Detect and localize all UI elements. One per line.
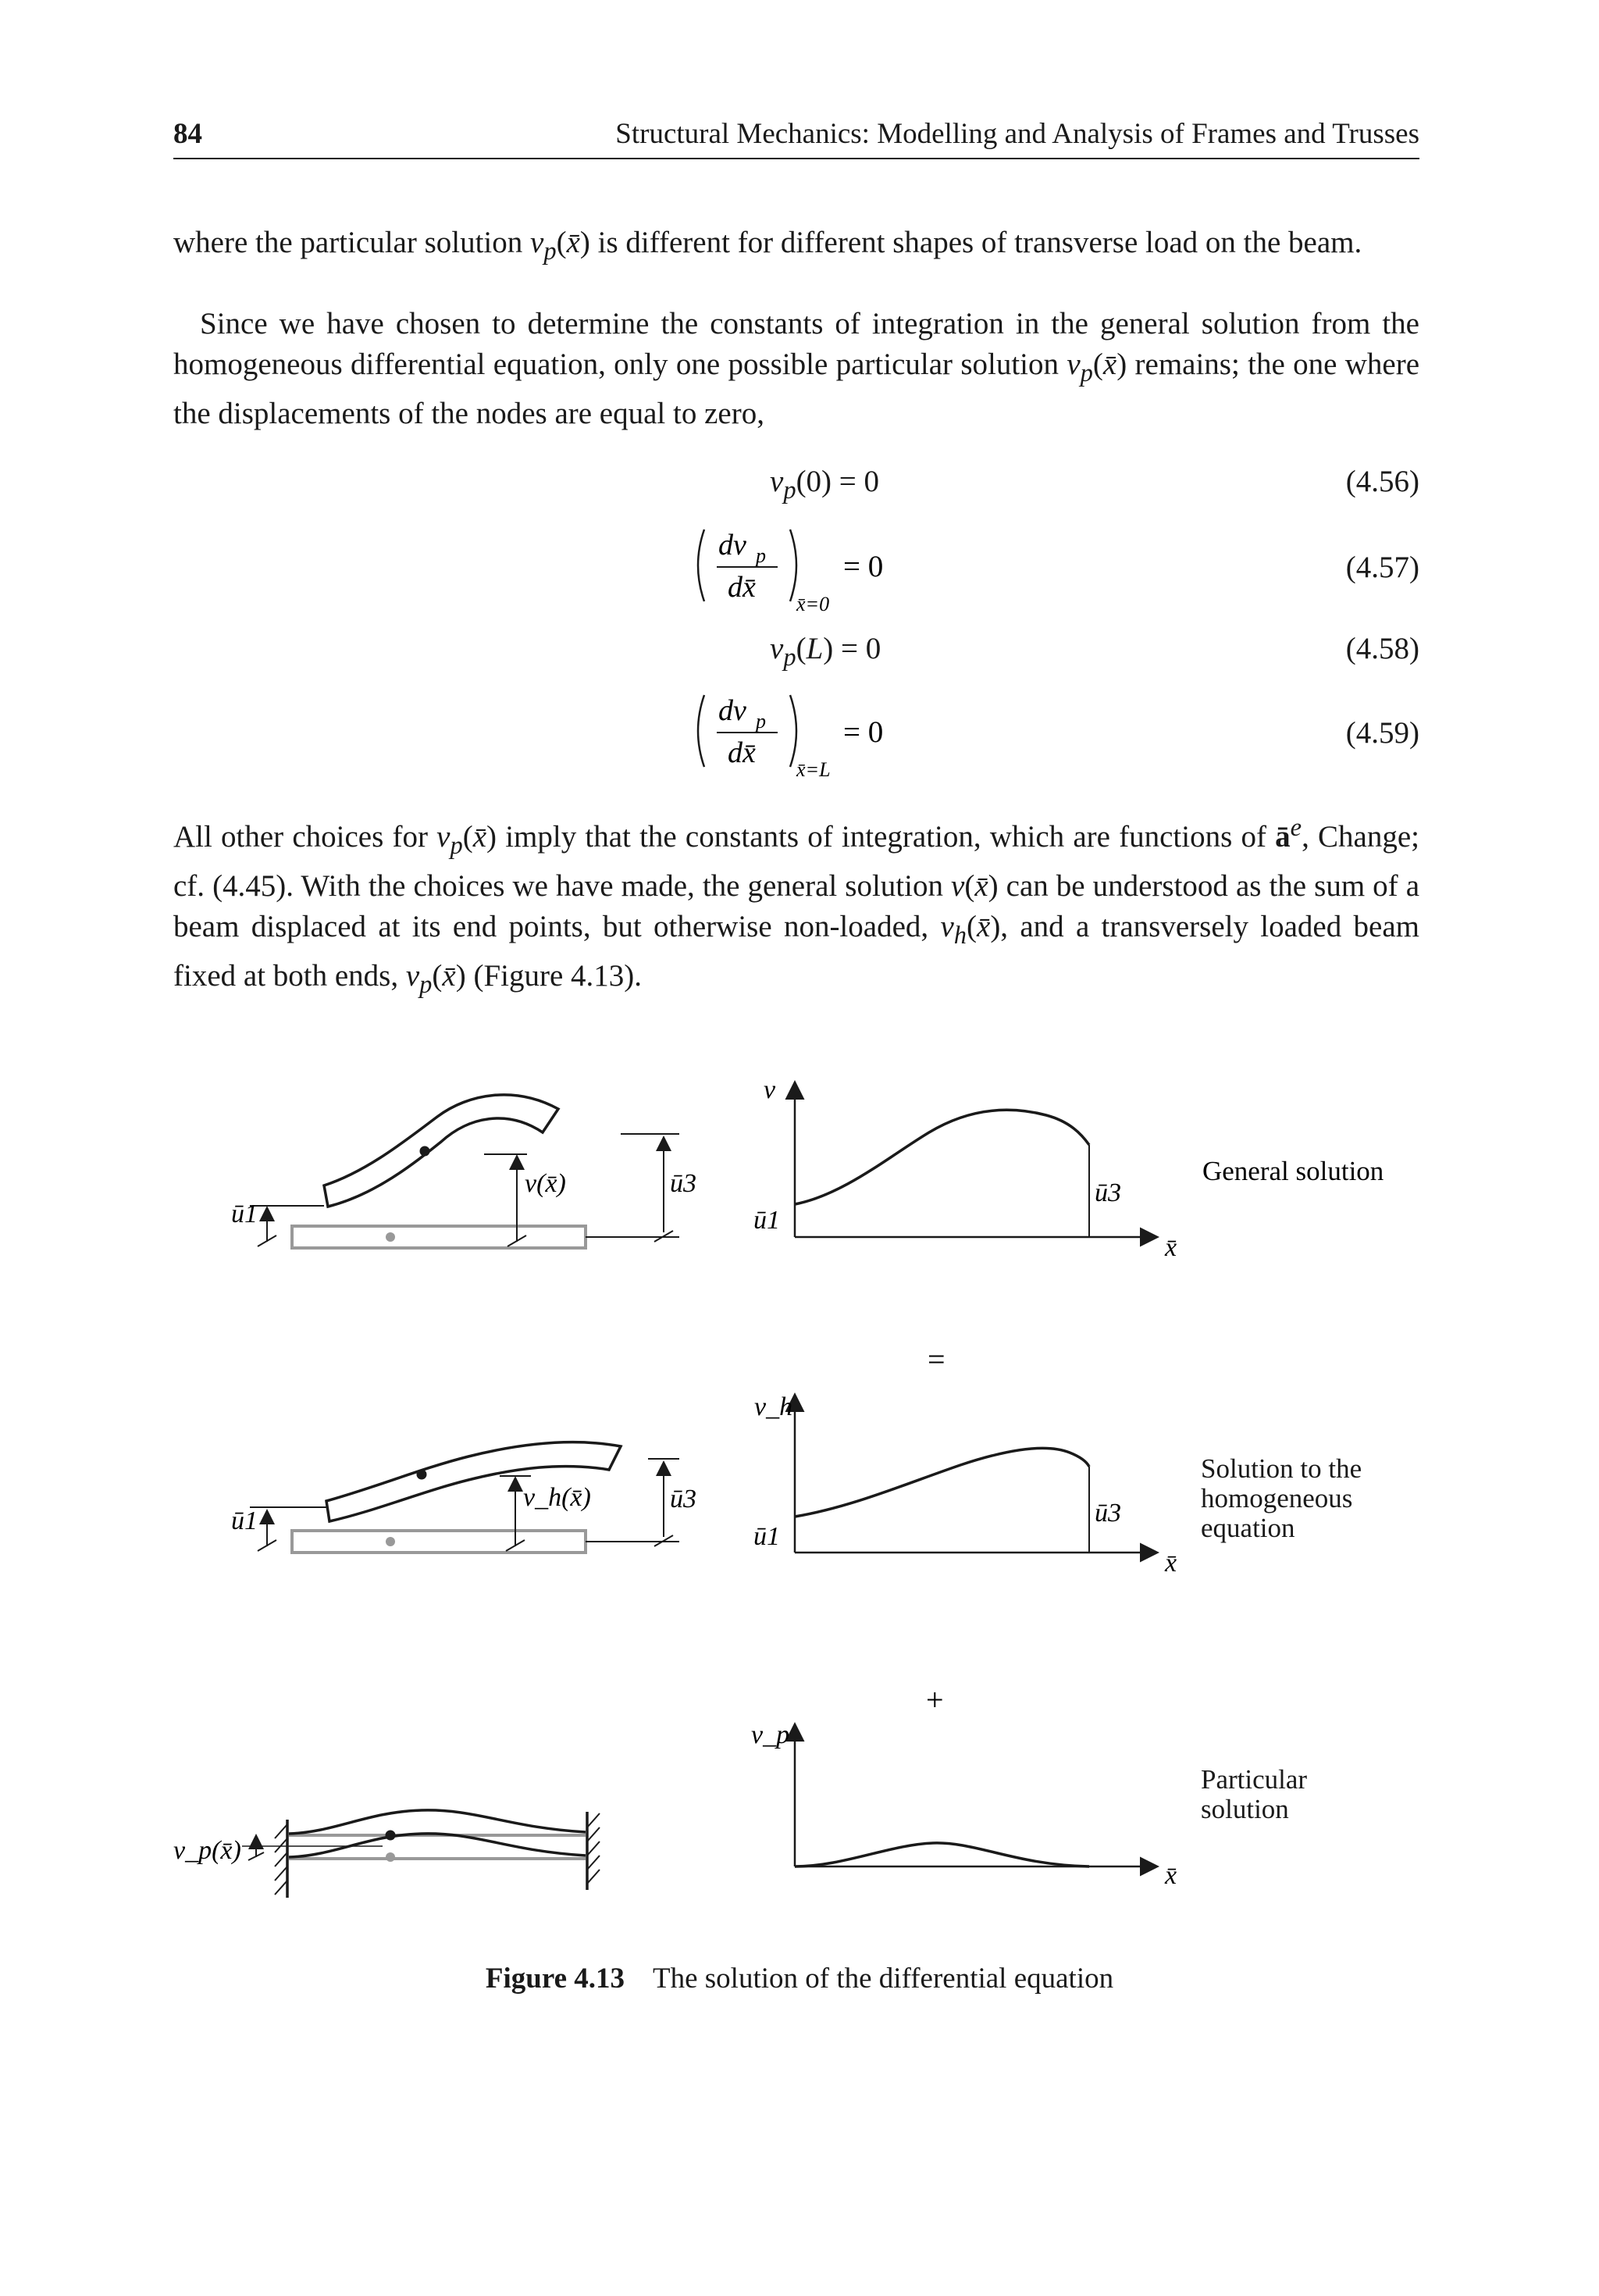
row-label: Particular solution <box>1201 1765 1308 1824</box>
figure-4-13 <box>0 1062 1599 1952</box>
plot-right-end-label: ū3 <box>1095 1178 1121 1207</box>
loaded-beam <box>289 1810 586 1834</box>
x-axis-label: x̄ <box>1165 1861 1177 1890</box>
right-end-label: ū3 <box>670 1169 696 1198</box>
reference-beam <box>292 1531 586 1553</box>
svg-text:= 0: = 0 <box>843 550 884 583</box>
reference-beam <box>292 1226 586 1248</box>
row-label: General solution <box>1202 1156 1384 1186</box>
plot-curve <box>795 1448 1089 1517</box>
paragraph-3: All other choices for $v_p(x̄)$ imply that the constants of integration, which are functions of $ā^e$, Change; cf. (4.45). With the choices we have made, the general solution v(x̄) can be understood as the sum of a beam displaced at its end points, but otherwise non-loaded, $v_h(x̄)$, and a transversely loaded beam fixed at both ends, $v_p(x̄)$ (Figure 4.13). <box>173 814 1419 999</box>
running-title: Structural Mechanics: Modelling and Analysis of Frames and Trusses <box>615 118 1419 150</box>
equation-4-56: $v_p(0) = 0$ <box>770 465 880 504</box>
equation-tag-4-57: (4.57) <box>1345 551 1419 584</box>
left-end-label: ū1 <box>231 1200 258 1228</box>
svg-text:= 0: = 0 <box>843 715 884 749</box>
left-end-label: ū1 <box>231 1506 258 1535</box>
figure-caption <box>0 1962 1599 1995</box>
plot-axis-label: v_h <box>754 1392 793 1421</box>
svg-text:x̄=L: x̄=L <box>796 758 831 781</box>
equation-block <box>0 0 1599 859</box>
deflected-beam <box>324 1095 558 1207</box>
right-end-label: ū3 <box>670 1485 696 1513</box>
equation-tag-4-59: (4.59) <box>1345 716 1419 750</box>
svg-text:p: p <box>756 710 766 733</box>
equation-4-58: $v_p(L) = 0$ <box>770 632 881 672</box>
paragraph-2: Since we have chosen to determine the constants of integration in the general solution from the homogeneous differential equation, only one possible particular solution $v_p(x̄)$ remains; the one where the displacements of the nodes are equal to zero, <box>173 307 1420 430</box>
row-label: Solution to the homogeneous equation <box>1201 1454 1362 1543</box>
row-particular-solution <box>173 1720 1435 1898</box>
equals-operator: = <box>928 1342 946 1377</box>
equation-tag-4-58: (4.58) <box>1345 632 1419 665</box>
svg-text:dv: dv <box>718 529 746 562</box>
equation-tag-4-56: (4.56) <box>1345 465 1419 498</box>
row-general-solution <box>231 1075 1384 1262</box>
plot-right-end-label: ū3 <box>1095 1499 1121 1528</box>
equation-4-59 <box>687 681 890 790</box>
equation-4-57 <box>687 515 890 625</box>
caption-text: The solution of the differential equation <box>653 1963 1114 1995</box>
plot-curve <box>795 1110 1089 1204</box>
plus-operator: + <box>926 1682 944 1717</box>
svg-text:x̄=0: x̄=0 <box>796 593 830 615</box>
plot-curve <box>795 1843 1089 1866</box>
caption-number: Figure 4.13 <box>485 1963 625 1995</box>
svg-text:dx̄: dx̄ <box>728 736 756 769</box>
svg-text:dx̄: dx̄ <box>728 571 756 604</box>
plot-axis-label: v_p <box>751 1720 790 1749</box>
page-number: 84 <box>173 118 202 150</box>
plot-left-end-label: ū1 <box>753 1206 780 1235</box>
svg-text:p: p <box>756 544 766 567</box>
paragraph-1: where the particular solution $v_p(x̄)$ is different for different shapes of transverse load on the beam. <box>173 226 1362 266</box>
x-axis-label: x̄ <box>1165 1233 1177 1262</box>
beam-displacement-label: v_h(x̄) <box>523 1483 591 1512</box>
beam-displacement-label: v_p(x̄) <box>173 1836 241 1865</box>
plot-axis-label: v <box>764 1075 776 1104</box>
row-homogeneous-solution <box>231 1392 1435 1578</box>
plot-left-end-label: ū1 <box>753 1522 780 1551</box>
beam-displacement-label: v(x̄) <box>525 1169 566 1198</box>
x-axis-label: x̄ <box>1165 1549 1177 1578</box>
svg-text:dv: dv <box>718 694 746 727</box>
